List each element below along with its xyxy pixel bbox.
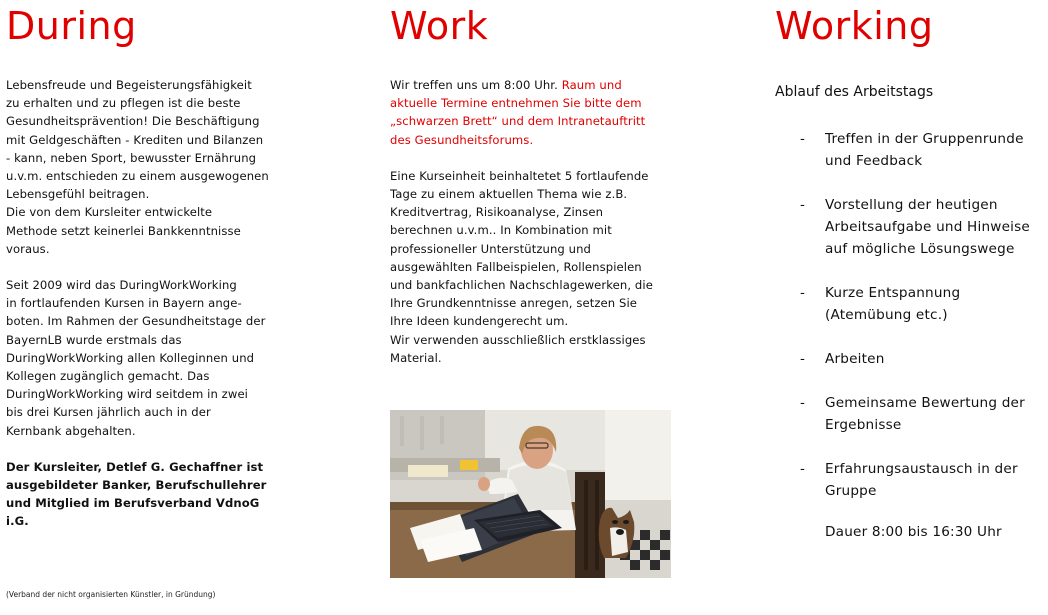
text-line: (Atemübung etc.) [825, 307, 948, 323]
text-line: Der Kursleiter, Detlef G. Gechaffner ist [6, 459, 264, 474]
text-line: und Mitglied im Berufsverband VdnoG [6, 496, 260, 511]
text-line [390, 76, 680, 94]
work-paragraph-2 [390, 167, 680, 367]
text-line: Kernbank abgehalten. [6, 423, 136, 438]
list-item [775, 348, 1045, 370]
photo-woman-at-laptop [390, 410, 671, 578]
text-line: i.G. [6, 514, 29, 529]
text-line: des Gesundheitsforums. [390, 132, 534, 147]
text-line: Erfahrungsaustausch in der [825, 461, 1018, 477]
footnote: (Verband der nicht organisierten Künstler, in Gründung) [6, 590, 216, 599]
list-item [775, 282, 1045, 326]
heading-working: Working [775, 4, 934, 48]
during-paragraph-2 [6, 276, 288, 440]
text-line: Arbeitsaufgabe und Hinweise [825, 219, 1030, 235]
text-line: Gemeinsame Bewertung der [825, 395, 1025, 411]
text-line: Gesundheitsprävention! Die Beschäftigung [6, 114, 260, 129]
text-line: Gruppe [825, 483, 877, 499]
bullet-dash: - [800, 351, 806, 367]
text-line: und Feedback [825, 153, 923, 169]
text-line: aktuelle Termine entnehmen Sie bitte dem [390, 96, 642, 111]
bullet-dash: - [800, 461, 806, 477]
during-paragraph-1 [6, 76, 288, 258]
during-body [6, 76, 288, 549]
text-line: Kurze Entspannung [825, 285, 961, 301]
work-body [390, 76, 680, 385]
duration-text: Dauer 8:00 bis 16:30 Uhr [825, 524, 1002, 540]
text-line: ausgewählten Fallbeispielen, Rollenspielen [390, 259, 642, 274]
text-line: u.v.m. entschieden zu einem ausgewogenen [6, 169, 269, 184]
text-line: „schwarzen Brett“ und dem Intranetauftritt [390, 114, 646, 129]
text-line: zu erhalten und zu pflegen ist die beste [6, 96, 241, 111]
photo-illustration [390, 410, 671, 578]
text-line: professioneller Unterstützung und [390, 241, 592, 256]
agenda-list [775, 128, 1045, 524]
text-line: Vorstellung der heutigen [825, 197, 998, 213]
bullet-dash: - [800, 395, 806, 411]
list-item [775, 128, 1045, 172]
list-item [775, 458, 1045, 502]
text-line: Lebensfreude und Begeisterungsfähigkeit [6, 78, 252, 92]
text-line: - kann, neben Sport, bewusster Ernährung [6, 150, 257, 165]
heading-work: Work [390, 4, 489, 48]
list-item [775, 194, 1045, 260]
text-line: Tage zu einem aktuellen Thema wie z.B. [390, 187, 628, 202]
text-line: Arbeiten [825, 351, 885, 367]
text-line: Lebensgefühl beitragen. [6, 187, 150, 202]
text-line: und bankfachlichen Nachschlagewerken, die [390, 278, 653, 293]
text-line: Treffen in der Gruppenrunde [825, 131, 1024, 147]
text-line: Methode setzt keinerlei Bankkenntnisse [6, 223, 241, 238]
text-line: DuringWorkWorking wird seitdem in zwei [6, 387, 248, 402]
meeting-time-text: Wir treffen uns um 8:00 Uhr. [390, 78, 558, 92]
agenda-title: Ablauf des Arbeitstags [775, 84, 934, 100]
text-line: auf mögliche Lösungswege [825, 241, 1015, 257]
text-line: BayernLB wurde erstmals das [6, 332, 182, 347]
text-line: bis drei Kursen jährlich auch in der [6, 405, 211, 420]
bullet-dash: - [800, 131, 806, 147]
text-line: Ihre Grundkenntnisse anregen, setzen Sie [390, 296, 638, 311]
text-line: Material. [390, 350, 442, 365]
text-line: mit Geldgeschäften - Krediten und Bilanzen [6, 132, 264, 147]
room-info-text: Raum und [561, 78, 622, 92]
text-line: Ergebnisse [825, 417, 902, 433]
list-item [775, 392, 1045, 436]
heading-during: During [6, 4, 137, 48]
text-line: Kreditvertrag, Risikoanalyse, Zinsen [390, 205, 604, 220]
text-line: Eine Kurseinheit beinhaltetet 5 fortlaufende [390, 168, 649, 183]
text-line: Seit 2009 wird das DuringWorkWorking [6, 278, 237, 293]
bullet-dash: - [800, 197, 806, 213]
text-line: Die von dem Kursleiter entwickelte [6, 205, 213, 220]
text-line: voraus. [6, 241, 50, 256]
text-line: boten. Im Rahmen der Gesundheitstage der [6, 314, 266, 329]
text-line: ausgebildeter Banker, Berufschullehrer [6, 478, 267, 493]
text-line: Wir verwenden ausschließlich erstklassiges [390, 332, 646, 347]
text-line: Kollegen zugänglich gemacht. Das [6, 369, 210, 384]
during-paragraph-instructor [6, 458, 288, 531]
text-line: berechnen u.v.m.. In Kombination mit [390, 223, 612, 238]
bullet-dash: - [800, 285, 806, 301]
text-line: Ihre Ideen kundengerecht um. [390, 314, 569, 329]
text-line: DuringWorkWorking allen Kolleginnen und [6, 350, 255, 365]
work-paragraph-1 [390, 76, 680, 149]
text-line: in fortlaufenden Kursen in Bayern ange- [6, 296, 242, 311]
